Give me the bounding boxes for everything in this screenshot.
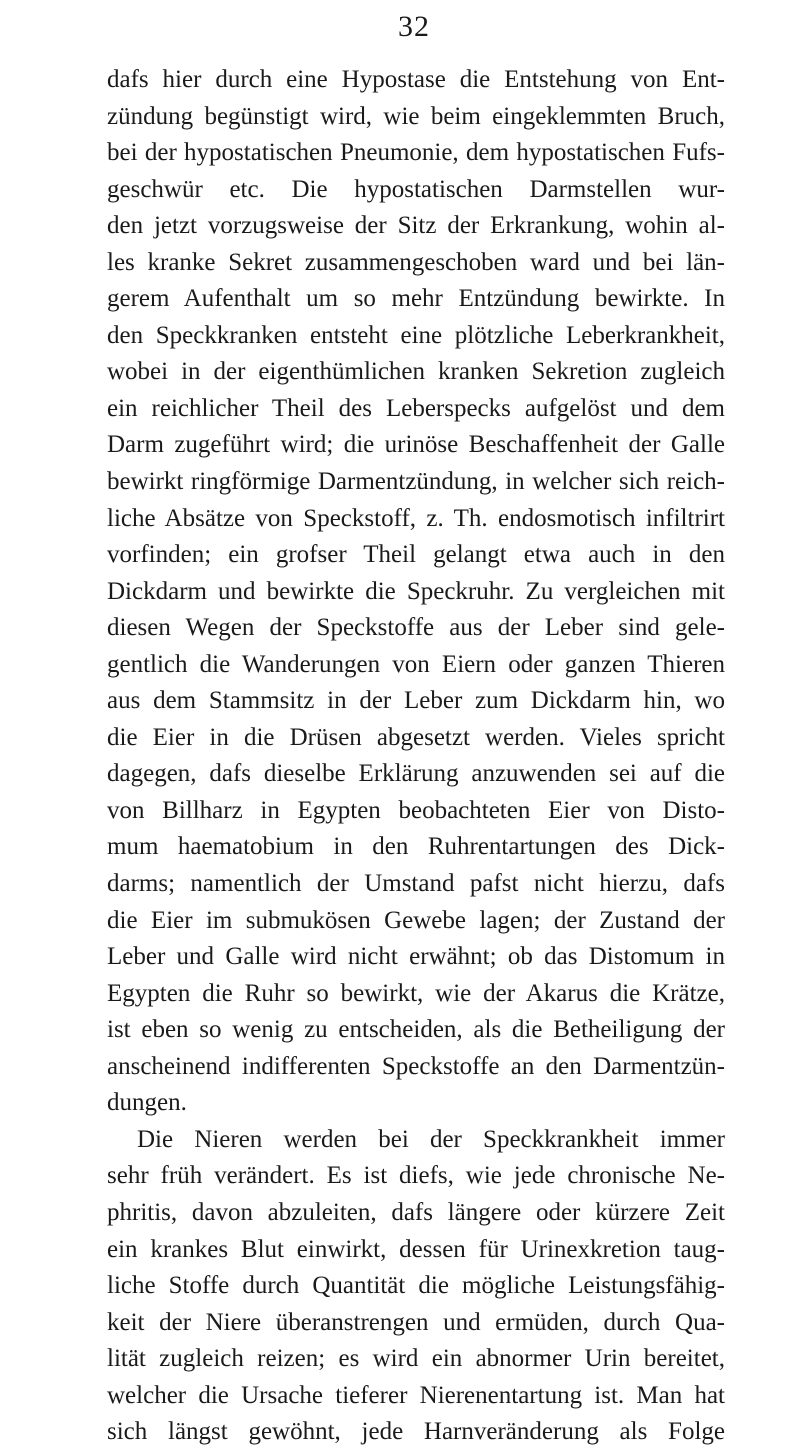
text-line: lität zugleich reizen; es wird ein abnormer Urin bereitet, [107,1345,725,1373]
text-line: keit der Niere überanstrengen und ermüden, durch Qua- [107,1308,725,1336]
text-line: Dickdarm und bewirkte die Speckruhr. Zu vergleichen mit [107,577,725,605]
text-line: bewirkt ringförmige Darmentzündung, in welcher sich reich- [107,468,725,496]
text-line: bei der hypostatischen Pneumonie, dem hypostatischen Fufs- [107,139,725,167]
text-line: geschwür etc. Die hypostatischen Darmstellen wur- [107,175,725,203]
text-line: phritis, davon abzuleiten, dafs längere oder kürzere Zeit [107,1198,725,1226]
paragraph-end-line: dungen. [107,1089,187,1117]
text-line: zündung begünstigt wird, wie beim eingeklemmten Bruch, [107,102,725,130]
text-line: gentlich die Wanderungen von Eiern oder ganzen Thieren [107,650,725,678]
text-line: sich längst gewöhnt, jede Harnveränderung als Folge [107,1418,725,1446]
text-line: ein krankes Blut einwirkt, dessen für Urinexkretion taug- [107,1235,725,1263]
text-line: diesen Wegen der Speckstoffe aus der Leber sind gele- [107,614,725,642]
text-line: die Eier in die Drüsen abgesetzt werden. Vieles spricht [107,723,725,751]
text-line: les kranke Sekret zusammengeschoben ward und bei län- [107,248,725,276]
text-line: wobei in der eigenthümlichen kranken Sekretion zugleich [107,358,725,386]
page-number: 32 [398,10,430,43]
text-line: den jetzt vorzugsweise der Sitz der Erkrankung, wohin al- [107,212,725,240]
text-line: welcher die Ursache tieferer Nierenentartung ist. Man hat [107,1381,725,1409]
paragraph-start-line: Die Nieren werden bei der Speckkrankheit immer [137,1125,725,1153]
text-line: anscheinend indifferenten Speckstoffe an den Darmentzün- [107,1052,725,1080]
text-line: ist eben so wenig zu entscheiden, als die Betheiligung der [107,1016,725,1044]
text-line: sehr früh verändert. Es ist diefs, wie jede chronische Ne- [107,1162,725,1190]
text-line: aus dem Stammsitz in der Leber zum Dickdarm hin, wo [107,687,725,715]
text-line: die Eier im submukösen Gewebe lagen; der Zustand der [107,906,725,934]
text-line: dafs hier durch eine Hypostase die Entstehung von Ent- [107,66,725,93]
text-line: ein reichlicher Theil des Leberspecks aufgelöst und dem [107,394,725,422]
text-line: mum haematobium in den Ruhrentartungen des Dick- [107,833,725,861]
text-line: vorfinden; ein grofser Theil gelangt etwa auch in den [107,541,725,569]
text-line: liche Stoffe durch Quantität die mögliche Leistungsfähig- [107,1272,725,1300]
text-line: von Billharz in Egypten beobachteten Eier von Disto- [107,796,725,824]
text-line: darms; namentlich der Umstand pafst nicht hierzu, dafs [107,870,725,898]
text-line: Leber und Galle wird nicht erwähnt; ob das Distomum in [107,943,725,971]
text-line: dagegen, dafs dieselbe Erklärung anzuwenden sei auf die [107,760,725,788]
text-line: liche Absätze von Speckstoff, z. Th. endosmotisch infiltrirt [107,504,725,532]
text-line: gerem Aufenthalt um so mehr Entzündung bewirkte. In [107,285,725,313]
text-line: Egypten die Ruhr so bewirkt, wie der Akarus die Krätze, [107,979,725,1007]
text-line: Darm zugeführt wird; die urinöse Beschaffenheit der Galle [107,431,725,459]
text-line: den Speckkranken entsteht eine plötzliche Leberkrankheit, [107,321,725,349]
body-text [107,62,725,1451]
